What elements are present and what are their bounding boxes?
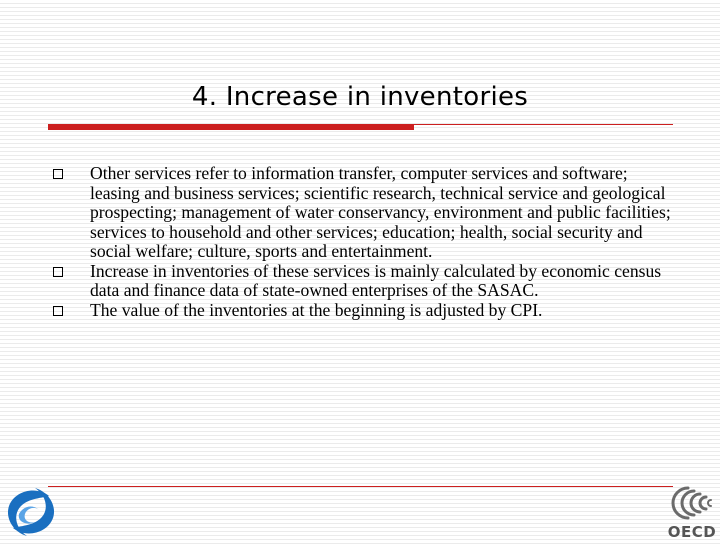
oecd-logo (664, 482, 720, 540)
bullet-list (50, 164, 680, 320)
bullet-text: Other services refer to information transfer, computer services and software; leasing and business services; scientific research, technical service and geological prospecting; management of water conservancy, environment and public facilities; services to household and other services; education; health, social security and social welfare; culture, sports and entertainment. (90, 163, 671, 261)
oecd-logo-text: OECD (667, 523, 717, 540)
square-bullet-icon (53, 306, 63, 316)
slide-title: 4. Increase in inventories (191, 82, 529, 112)
bullet-text: Increase in inventories of these services is mainly calculated by economic census data and finance data of state-owned enterprises of the SASAC. (90, 260, 662, 300)
title-underline-red-bar (48, 124, 414, 130)
bullet-text: The value of the inventories at the beginning is adjusted by CPI. (90, 299, 543, 320)
footer-divider (48, 486, 673, 487)
blue-swirl-logo-icon (3, 484, 59, 540)
oecd-arcs-icon (673, 488, 711, 518)
title-underline-thin-line (414, 124, 673, 125)
bullet-item (50, 262, 680, 301)
bullet-item (50, 164, 680, 262)
bullet-item (50, 301, 680, 321)
square-bullet-icon (53, 267, 63, 277)
square-bullet-icon (53, 169, 63, 179)
